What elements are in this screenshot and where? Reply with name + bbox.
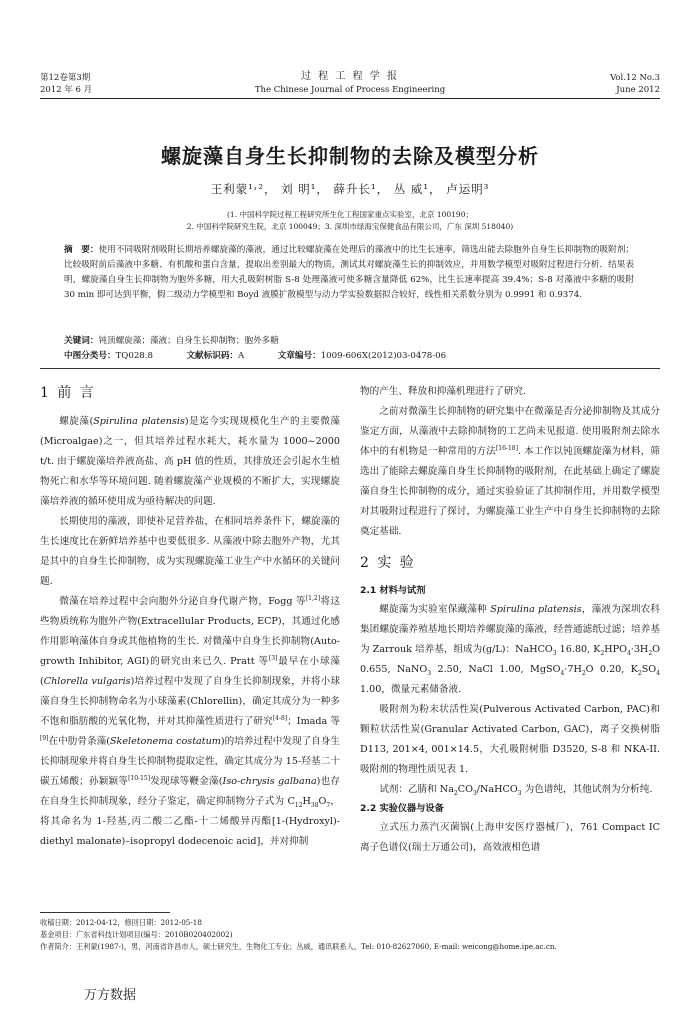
affiliation-line-2: 2. 中国科学院研究生院，北京 100049；3. 深圳市绿海宝保健食品有限公司，广东 深圳 518040) [186, 222, 514, 231]
subsection-2-1-heading: 2.1 材料与试剂 [360, 585, 426, 596]
article-number: 1009-606X(2012)03-0478-06 [320, 351, 447, 361]
footnote-received: 收稿日期：2012-04-12，修回日期：2012-05-18 [40, 918, 202, 927]
article-number-label: 文章编号： [277, 351, 321, 361]
abstract [64, 243, 634, 303]
section-1-heading: 1 前 言 [40, 385, 96, 401]
footnote-fund: 基金项目：广东省科技计划项目(编号：2010B020402002) [40, 930, 233, 939]
watermark: 万方数据 [84, 988, 137, 1003]
classification-line [64, 349, 634, 364]
paragraph: 螺旋藻为实验室保藏藻种 Spirulina platensis，藻液为深圳农科集团螺旋藻养殖基地长期培养螺旋藻的藻液，经普通滤纸过滤；培养基为 Zarrouk 培养基，组成为(g/L)：NaHCO$_3$ 16.80, $K_2HPO_4\cdot 3H_2O$ 0.655, NaNO$_3$ 2.50, NaCl 1.00, $MgSO_4\cdot 7H_2O$ 0.20, $K_2SO_4$ 1.00，微量元素储备液. [360, 604, 661, 695]
header-volume-cn: 第12卷第3期 [40, 73, 91, 83]
header-volume-en: Vol.12 No.3 [610, 73, 660, 83]
paragraph: 立式压力蒸汽灭菌锅(上海申安医疗器械厂)，761 Compact IC 离子色谱仪(瑞士万通公司)，高效液相色谱 [360, 822, 660, 853]
paragraph: 物的产生、释放和抑藻机理进行了研究. [360, 386, 527, 397]
right-column [360, 382, 660, 858]
left-column [40, 376, 340, 852]
section-2-heading: 2 实 验 [360, 555, 416, 571]
header-date-en: June 2012 [616, 85, 660, 95]
abstract-rule [40, 368, 660, 369]
abstract-label: 摘 要： [64, 245, 99, 255]
paragraph: 微藻在培养过程中会向胞外分泌自身代谢产物，Fogg 等[1,2]将这些物质统称为胞外产物(Extracellular Products, ECP)，其通过化感作用影响藻体自身或其他植物的生长. 对微藻中自身生长抑制物(Auto-growth Inhibitor, AGI)的研究由来已久. Pratt 等[3]最早在小球藻(Chlorella vulgaris)培养过程中发现了自身生长抑制现象，并将小球藻自身生长抑制物命名为小球藻素(Chlorellin)，确定其成分为一种多不饱和脂肪酸的光氧化物，并对其抑藻性质进行了研究[4-8]；Imada 等[9]在中肋骨条藻(Skeletonema costatum)的培养过程中发现了自身生长抑制现象并将自身生长抑制物提取定性，确定其成分为 15-羟基二十碳五烯酸；孙颖颖等[10-15]发现球等鞭金藻(Iso-chrysis galbana)也存在自身生长抑制现象，经分子鉴定，确定抑制物分子式为 $C_{12}H_{38}O_7$，将其命名为 1-羟基,丙二酸二乙酯-十二烯酸异丙酯[1-(Hydroxyl)-diethyl malonate)–isopropyl dodecenoic acid]，并对抑制 [40, 594, 341, 847]
abstract-text: 使用不同吸附剂吸附长期培养螺旋藻的藻液，通过比较螺旋藻在处理后的藻液中的比生长速率，筛选出能去除胞外自身生长抑制物的吸附剂；比较吸附前后藻液中多糖、有机酸和蛋白含量，提取出差别最大的物质，测试其对螺旋藻生长的抑制效应，并用数学模型对吸附过程进行分析．结果表明，螺旋藻自身生长抑制物为胞外多糖，用大孔吸附树脂 S-8 处理藻液可使多糖含量降低 62%，比生长速率提高 39.4%；S-8 对藻液中多糖的吸附 30 min 即可达到平衡，假二级动力学模型和 Boyd 液膜扩散模型与动力学实验数据拟合较好，线性相关系数分别为 0.9991 和 0.9374. [64, 245, 634, 300]
affiliation-line-1: (1. 中国科学院过程工程研究所生化工程国家重点实验室，北京 100190； [227, 210, 473, 219]
clc-code: TQ028.8 [115, 351, 153, 361]
keywords-text: 钝顶螺旋藻；藻液；自身生长抑制物；胞外多糖 [98, 336, 279, 346]
clc-label: 中图分类号： [64, 351, 116, 361]
header-date-cn: 2012 年 6 月 [40, 85, 93, 95]
header-rule [40, 98, 660, 99]
doc-code-label: 文献标识码： [186, 351, 239, 361]
doc-code: A [238, 351, 245, 361]
journal-title-cn: 过 程 工 程 学 报 [301, 71, 399, 82]
paper-title: 螺旋藻自身生长抑制物的去除及模型分析 [161, 144, 539, 168]
keywords-label: 关键词： [64, 336, 99, 346]
keywords [64, 334, 634, 349]
paragraph: 之前对微藻生长抑制物的研究集中在微藻是否分泌抑制物及其成分鉴定方面，从藻液中去除抑制物的工艺尚未见报道. 使用吸附剂去除水体中的有机物是一种常用的方法[16-18]. 本工作以钝顶螺旋藻为材料，筛选出了能除去螺旋藻自身生长抑制物的吸附剂，在此基础上确定了螺旋藻自身生长抑制物的成分，通过实验验证了其抑制作用，并用数学模型对其吸附过程进行了探讨，为螺旋藻工业生产中自身生长抑制物的去除奠定基础. [360, 406, 660, 537]
footnote-rule [40, 912, 170, 913]
journal-title-en: The Chinese Journal of Process Engineering [254, 85, 446, 95]
paragraph: 试剂：乙腈和 $Na_2CO_3/NaHCO_3$ 为色谱纯，其他试剂为分析纯. [379, 784, 653, 797]
author-list: 王利蒙¹˒²， 刘 明¹， 薛升长¹， 丛 威¹， 卢运明³ [210, 182, 490, 196]
footnote-author-bio: 作者简介：王利蒙(1987-)，男，河南省许昌市人，硕士研究生，生物化工专业；丛威，通讯联系人，Tel: 010-82627060, E-mail: weicong@home.ipe.ac.cn. [40, 942, 557, 951]
subsection-2-2-heading: 2.2 实验仪器与设备 [360, 803, 444, 814]
paragraph: 螺旋藻(Spirulina platensis)是迄今实现规模化生产的主要微藻(Microalgae)之一，但其培养过程水耗大，耗水量为 1000~2000 t/t. 由于螺旋藻培养液高盐、高 pH 值的性质，其排放还会引起水生植物死亡和水华等环境问题. 随着螺旋藻产业规模的不断扩大，实现螺旋藻培养液的循环使用成为亟待解决的问题. [40, 416, 340, 507]
paragraph: 长期使用的藻液，即使补足营养盐，在相同培养条件下，螺旋藻的生长速度比在新鲜培养基中也要低很多. 从藻液中除去胞外产物，尤其是其中的自身生长抑制物，成为实现螺旋藻工业生产中水循环的关键问题. [40, 516, 340, 587]
paragraph: 吸附剂为粉末状活性炭(Pulverous Activated Carbon, PAC)和颗粒状活性炭(Granular Activated Carbon, GAC)，离子交换树脂 D113, 201×4, 001×14.5，大孔吸附树脂 D3520, S-8 和 NKA-II. 吸附剂的物理性质见表 1. [360, 704, 660, 775]
